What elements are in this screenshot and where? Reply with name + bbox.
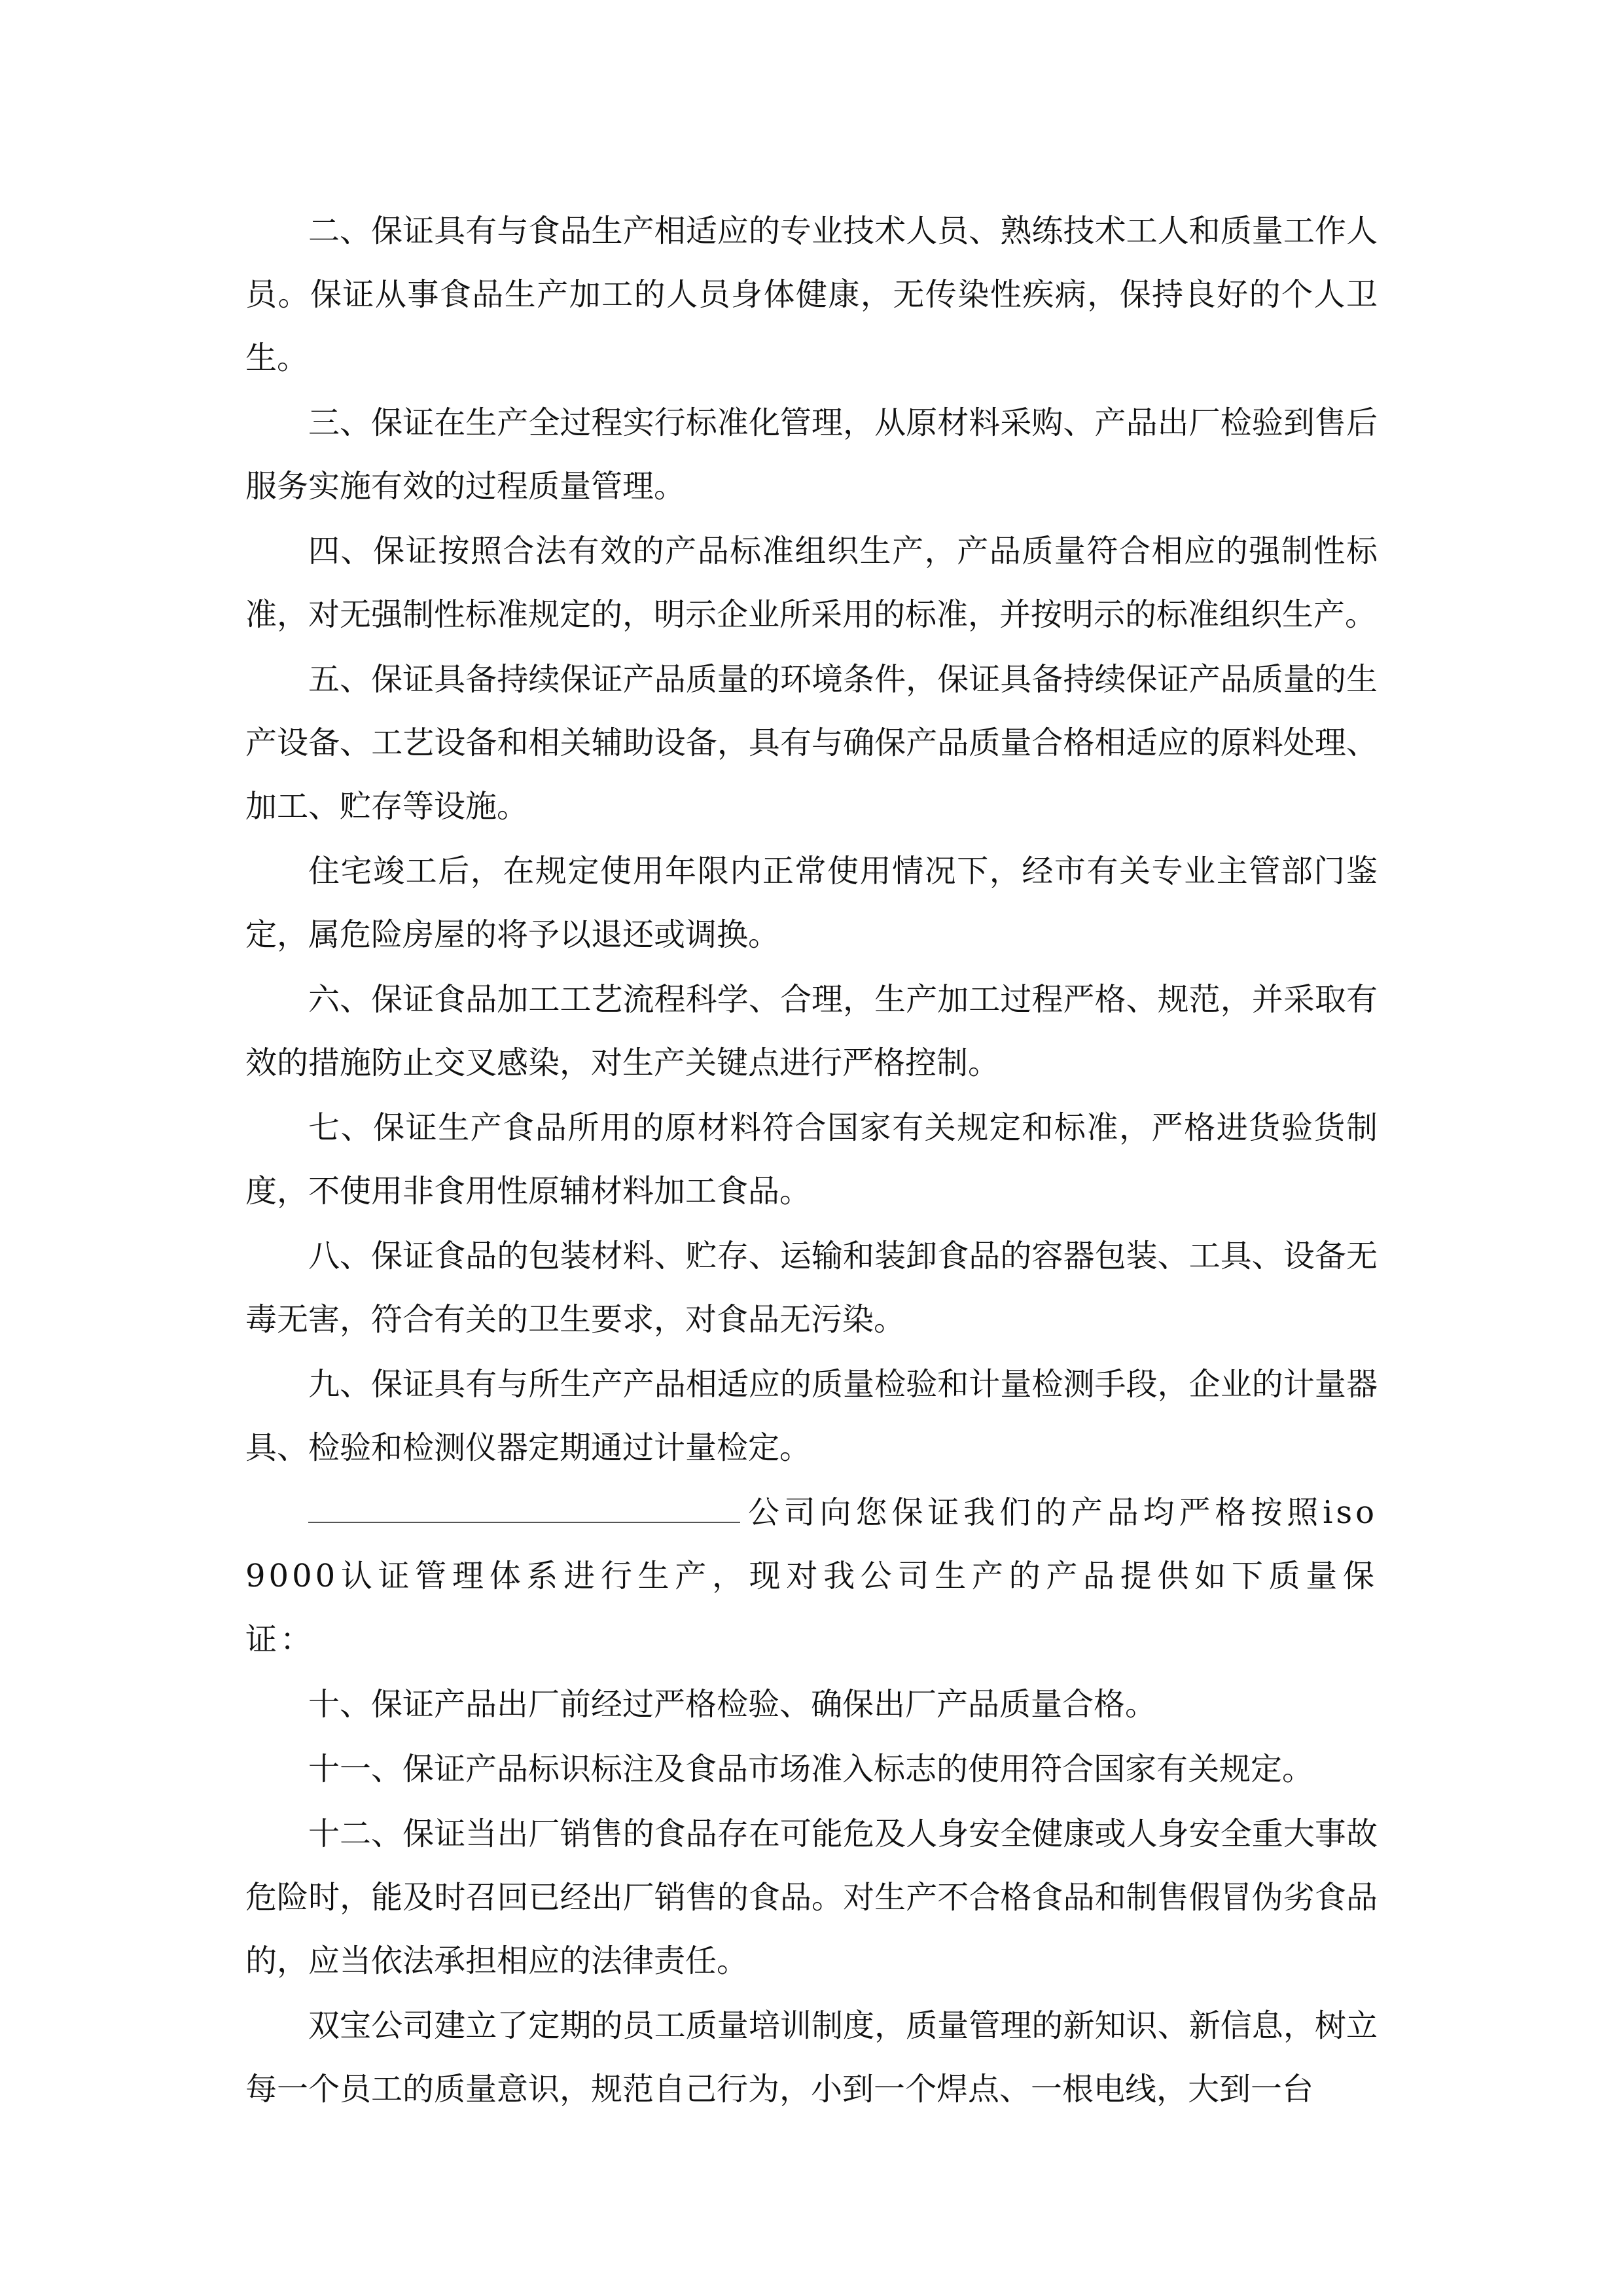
company-guarantee-text: 公司向您保证我们的产品均严格按照iso9000认证管理体系进行生产，现对我公司生产的产品提供如下质量保证： (245, 1494, 1378, 1658)
paragraph-item-10: 十、保证产品出厂前经过严格检验、确保出厂产品质量合格。 (308, 1686, 1157, 1723)
paragraph-training: 双宝公司建立了定期的员工质量培训制度，质量管理的新知识、新信息，树立每一个员工的质量意识，规范自己行为，小到一个焊点、一根电线，大到一台 (245, 2007, 1378, 2108)
paragraph-item-7: 七、保证生产食品所用的原材料符合国家有关规定和标准，严格进货验货制度，不使用非食用性原辅材料加工食品。 (245, 1109, 1378, 1210)
paragraph-housing-note: 住宅竣工后，在规定使用年限内正常使用情况下，经市有关专业主管部门鉴定，属危险房屋的将予以退还或调换。 (245, 853, 1378, 953)
company-name-blank (308, 1482, 740, 1523)
paragraph-item-4: 四、保证按照合法有效的产品标准组织生产，产品质量符合相应的强制性标准，对无强制性标准规定的，明示企业所采用的标准，并按明示的标准组织生产。 (245, 533, 1378, 633)
paragraph-item-9: 九、保证具有与所生产产品相适应的质量检验和计量检测手段，企业的计量器具、检验和检测仪器定期通过计量检定。 (245, 1366, 1378, 1466)
document-body (245, 200, 1378, 2123)
paragraph-item-3: 三、保证在生产全过程实行标准化管理，从原材料采购、产品出厂检验到售后服务实施有效的过程质量管理。 (245, 404, 1378, 505)
paragraph-item-6: 六、保证食品加工工艺流程科学、合理，生产加工过程严格、规范，并采取有效的措施防止交叉感染，对生产关键点进行严格控制。 (245, 981, 1378, 1081)
paragraph-item-5: 五、保证具备持续保证产品质量的环境条件，保证具备持续保证产品质量的生产设备、工艺设备和相关辅助设备，具有与确保产品质量合格相适应的原料处理、加工、贮存等设施。 (245, 661, 1378, 825)
paragraph-item-11: 十一、保证产品标识标注及食品市场准入标志的使用符合国家有关规定。 (308, 1751, 1314, 1787)
paragraph-item-12: 十二、保证当出厂销售的食品存在可能危及人身安全健康或人身安全重大事故危险时，能及时召回已经出厂销售的食品。对生产不合格食品和制售假冒伪劣食品的，应当依法承担相应的法律责任。 (245, 1816, 1378, 1979)
paragraph-item-2: 二、保证具有与食品生产相适应的专业技术人员、熟练技术工人和质量工作人员。保证从事食品生产加工的人员身体健康，无传染性疾病，保持良好的个人卫生。 (245, 213, 1378, 376)
paragraph-company-guarantee (245, 1481, 1378, 1672)
paragraph-item-8: 八、保证食品的包装材料、贮存、运输和装卸食品的容器包装、工具、设备无毒无害，符合有关的卫生要求，对食品无污染。 (245, 1238, 1378, 1338)
